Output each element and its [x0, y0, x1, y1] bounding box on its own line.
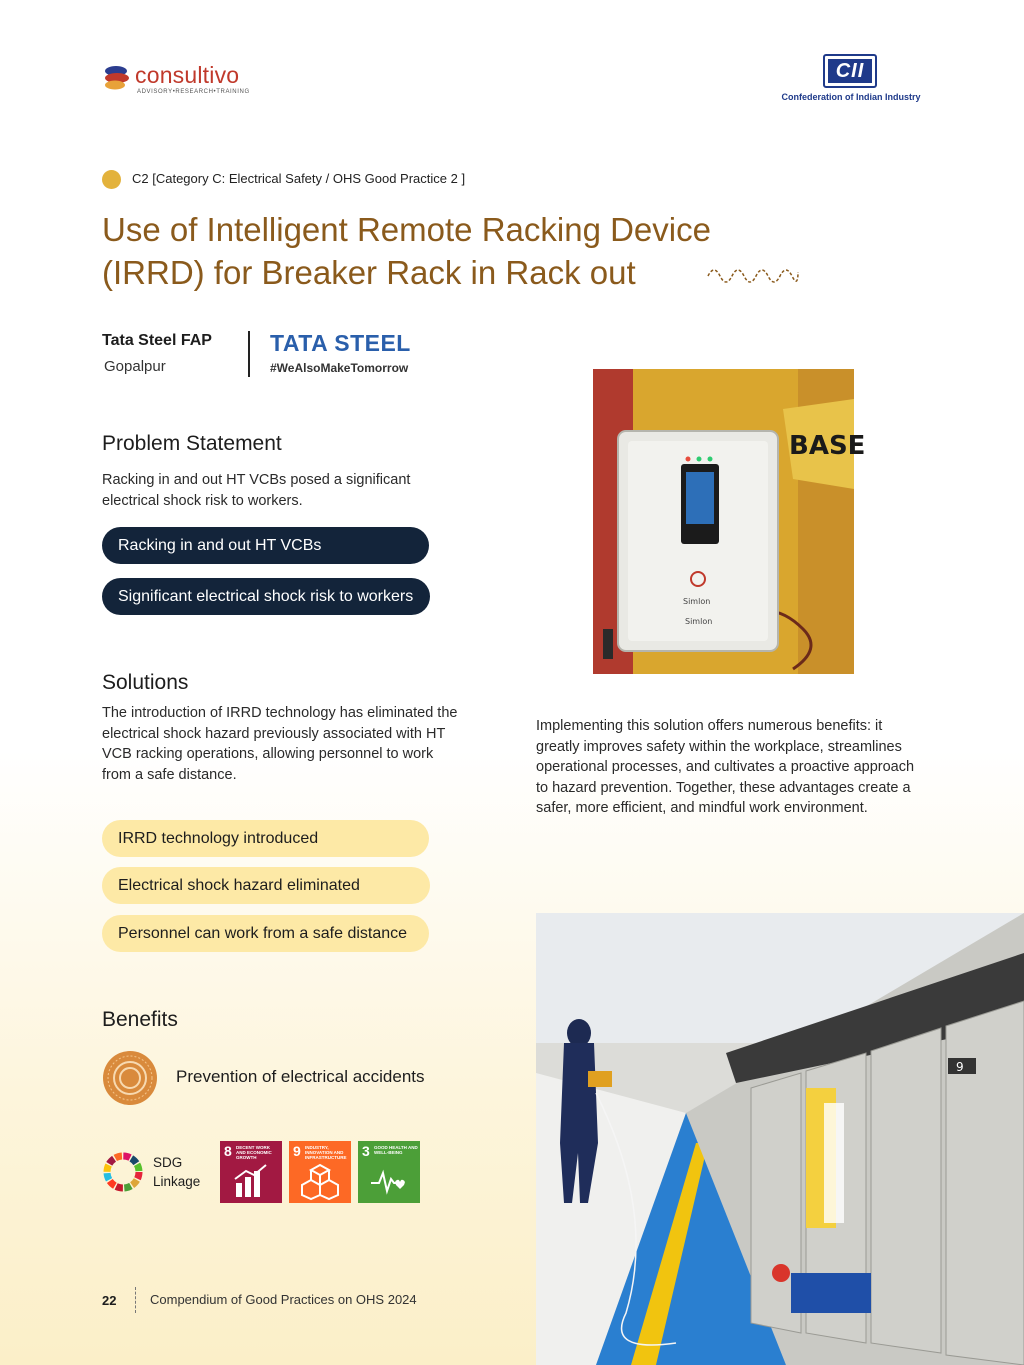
sdg-goal-9-tile: [289, 1141, 351, 1203]
tata-steel-logo-tagline: #WeAlsoMakeTomorrow: [270, 361, 409, 375]
solution-point-1: IRRD technology introduced: [102, 820, 429, 857]
sdg-goal-3-tile: [358, 1141, 420, 1203]
problem-text: Racking in and out HT VCBs posed a significant electrical shock risk to workers.: [102, 472, 411, 509]
sdg-label: [153, 1153, 200, 1191]
health-heartbeat-icon: [370, 1163, 408, 1199]
page-title-line-1: Use of Intelligent Remote Racking Device: [102, 211, 711, 248]
sdg-label-line-1: SDG: [153, 1155, 183, 1170]
solution-point-2: Electrical shock hazard eliminated: [102, 867, 430, 904]
cii-logo-text: CII: [828, 59, 872, 83]
svg-text:Simlon: Simlon: [683, 597, 711, 606]
svg-text:Simlon: Simlon: [685, 617, 713, 626]
benefit-badge-icon: [102, 1050, 158, 1106]
irrd-device-photo: [593, 369, 866, 674]
sdg-goal-number: 9: [293, 1143, 301, 1159]
consultivo-tagline: ADVISORY•RESEARCH•TRAINING: [137, 89, 250, 95]
solution-point-3: Personnel can work from a safe distance: [102, 915, 429, 952]
svg-text:BASE: BASE: [789, 431, 866, 461]
consultivo-name: consultivo: [135, 62, 240, 88]
cii-subtitle: Confederation of Indian Industry: [781, 92, 921, 102]
page-number: 22: [102, 1293, 117, 1308]
solutions-heading: Solutions: [102, 671, 189, 694]
benefits-heading: Benefits: [102, 1008, 178, 1031]
tata-steel-logo-name: TATA STEEL: [270, 330, 411, 356]
irrd-device-illustration: [593, 369, 866, 674]
sdg-goal-8-tile: [220, 1141, 282, 1203]
problem-point-2: Significant electrical shock risk to workers: [102, 578, 430, 615]
sdg-wheel-icon: [102, 1151, 144, 1193]
category-label: C2 [Category C: Electrical Safety / OHS Good Practice 2 ]: [132, 171, 466, 186]
infrastructure-cubes-icon: [301, 1163, 339, 1199]
problem-heading: Problem Statement: [102, 432, 282, 455]
sdg-goal-label: GOOD HEALTH AND WELL-BEING: [374, 1145, 418, 1155]
organization-name: Tata Steel FAP: [102, 332, 212, 349]
solutions-text: The introduction of IRRD technology has eliminated the electrical shock hazard previously associated with HT VCB racking operations, allowing personnel to work from a safe distance.: [102, 705, 458, 783]
switchgear-room-illustration: [536, 913, 1024, 1365]
page-title-line-2: (IRRD) for Breaker Rack in Rack out: [102, 254, 636, 291]
benefit-item: Prevention of electrical accidents: [176, 1067, 425, 1086]
implementation-text: Implementing this solution offers numerous benefits: it greatly improves safety within the workplace, streamlines operational processes, and cultivates a proactive approach to hazard prevention. Together, these advantages create a safer, more efficient, and mindful work environment.: [536, 718, 915, 816]
category-dot-icon: [102, 170, 121, 189]
organization-location: Gopalpur: [104, 358, 166, 375]
squiggle-decoration-icon: [706, 262, 800, 282]
cii-logo-box: [823, 54, 877, 88]
problem-point-1: Racking in and out HT VCBs: [102, 527, 429, 564]
consultivo-logo: [102, 60, 262, 100]
sdg-goal-label: DECENT WORK AND ECONOMIC GROWTH: [236, 1145, 272, 1160]
cii-logo: [776, 54, 926, 108]
sdg-goal-number: 8: [224, 1143, 232, 1159]
organization-divider: [248, 331, 250, 377]
svg-text:9: 9: [956, 1060, 964, 1074]
economic-growth-icon: [232, 1163, 270, 1199]
switchgear-room-photo: [536, 913, 1024, 1365]
consultivo-mark-icon: [102, 62, 132, 92]
sdg-goal-label: INDUSTRY, INNOVATION AND INFRASTRUCTURE: [305, 1145, 347, 1160]
sdg-goal-number: 3: [362, 1143, 370, 1159]
publication-title: Compendium of Good Practices on OHS 2024: [150, 1292, 417, 1307]
sdg-label-line-2: Linkage: [153, 1174, 201, 1189]
footer-divider: [135, 1287, 136, 1313]
